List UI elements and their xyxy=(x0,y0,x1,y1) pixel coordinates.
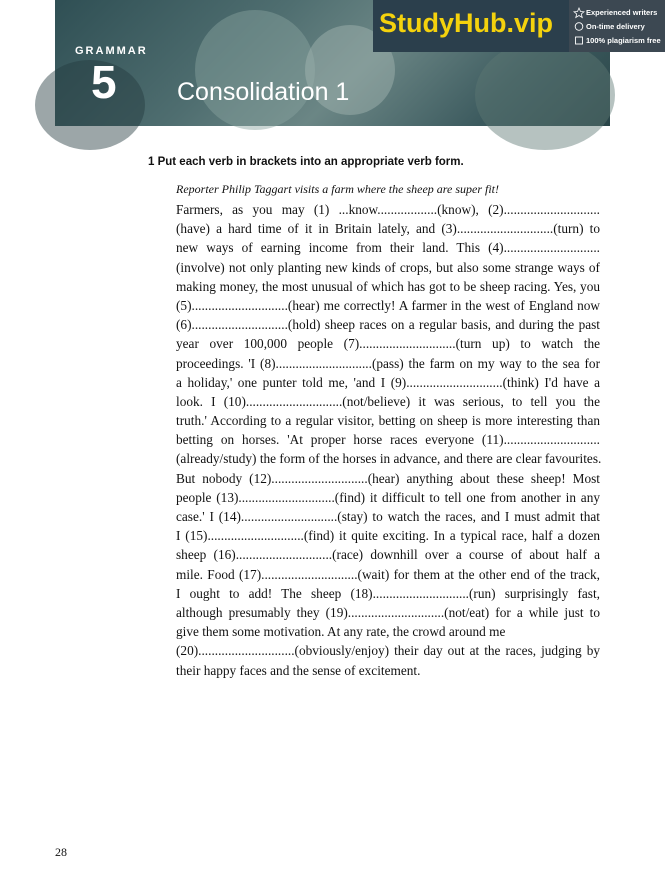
text-line: look. I (10).............................(not/believe) it was serious, to tell you the xyxy=(176,393,600,409)
photo-figure xyxy=(475,40,615,150)
text-line: year over 100,000 people (7).............................(turn up) to watch the xyxy=(176,336,600,352)
clock-icon xyxy=(575,23,583,31)
text-line: But nobody (12).............................(hear) anything about these sheep! Most xyxy=(176,470,600,486)
text-line: (5).............................(hear) me correctly! A farmer in the west of England now xyxy=(176,297,600,313)
text-line: truth.' According to a regular visitor, betting on sheep is more interesting than xyxy=(176,413,600,429)
promo-line: 100% plagiarism free xyxy=(586,36,661,45)
photo-figure xyxy=(35,56,145,150)
text-line: making money, the most unusual of which has got to be sheep racing. Yes, you xyxy=(176,278,600,294)
text-line: Farmers, as you may (1) ...know..................(know), (2)............................. xyxy=(176,202,600,217)
unit-number: 5 xyxy=(91,56,117,108)
text-line: betting on horses. 'At proper horse races everyone (11)............................. xyxy=(176,432,600,448)
text-line: give them some motivation. At any rate, the crowd around me xyxy=(176,624,506,640)
text-line: (involve) not only planting new kinds of crops, but also some strange ways of xyxy=(176,259,600,275)
grammar-label: GRAMMAR xyxy=(75,45,148,57)
photo-figure xyxy=(195,10,315,130)
exercise-heading: 1 Put each verb in brackets into an appropriate verb form. xyxy=(148,156,464,168)
text-line: I (15).............................(find) it quite exciting. In a typical race, half a dozen xyxy=(176,528,600,544)
text-line: although presumably they (19).............................(not/eat) for a while just to xyxy=(176,604,600,620)
text-line: mile. Food (17).............................(wait) for them at the other end of the track, xyxy=(176,566,600,582)
text-line: people (13).............................(find) it difficult to tell one from another in any xyxy=(176,489,600,505)
text-line: sheep (16).............................(race) downhill over a course of about half a xyxy=(176,547,600,563)
text-line: (already/study) the form of the horses in advance, and there are clear favourites. xyxy=(176,451,602,467)
text-line: (have) a hard time of it in Britain lately, and (3).............................(turn) to xyxy=(176,221,600,237)
text-line: proceedings. 'I (8).............................(pass) the farm on my way to the sea for xyxy=(176,355,600,371)
text-line: case.' I (14).............................(stay) to watch the races, and I must admit that xyxy=(176,509,600,524)
text-line: their happy faces and the sense of excitement. xyxy=(176,662,421,678)
exercise-intro: Reporter Philip Taggart visits a farm where the sheep are super fit! xyxy=(176,182,499,196)
promo-icons xyxy=(574,8,584,48)
text-line: a holiday,' one punter told me, 'and I (9).............................(think) I'd have a xyxy=(176,374,600,390)
text-line: (6).............................(hold) sheep races on a regular basis, and during the past xyxy=(176,317,600,333)
text-line: (20).............................(obviously/enjoy) their day out at the races, judging by xyxy=(176,643,600,659)
promo-line: On-time delivery xyxy=(586,22,645,31)
page-number: 28 xyxy=(55,845,67,859)
unit-banner xyxy=(55,0,661,126)
studyhub-logo[interactable] xyxy=(373,0,569,52)
logo-text: StudyHub.vip xyxy=(379,8,553,38)
text-line: new ways of earning income from their land. This (4)............................. xyxy=(176,240,600,256)
text-line: I ought to add! The sheep (18).............................(run) surprisingly fast, xyxy=(176,585,600,601)
promo-line: Experienced writers xyxy=(586,8,658,17)
exercise-text xyxy=(176,200,600,680)
star-icon xyxy=(574,8,584,18)
check-icon xyxy=(576,37,583,44)
promo-panel xyxy=(569,0,665,52)
unit-title: Consolidation 1 xyxy=(177,78,350,106)
